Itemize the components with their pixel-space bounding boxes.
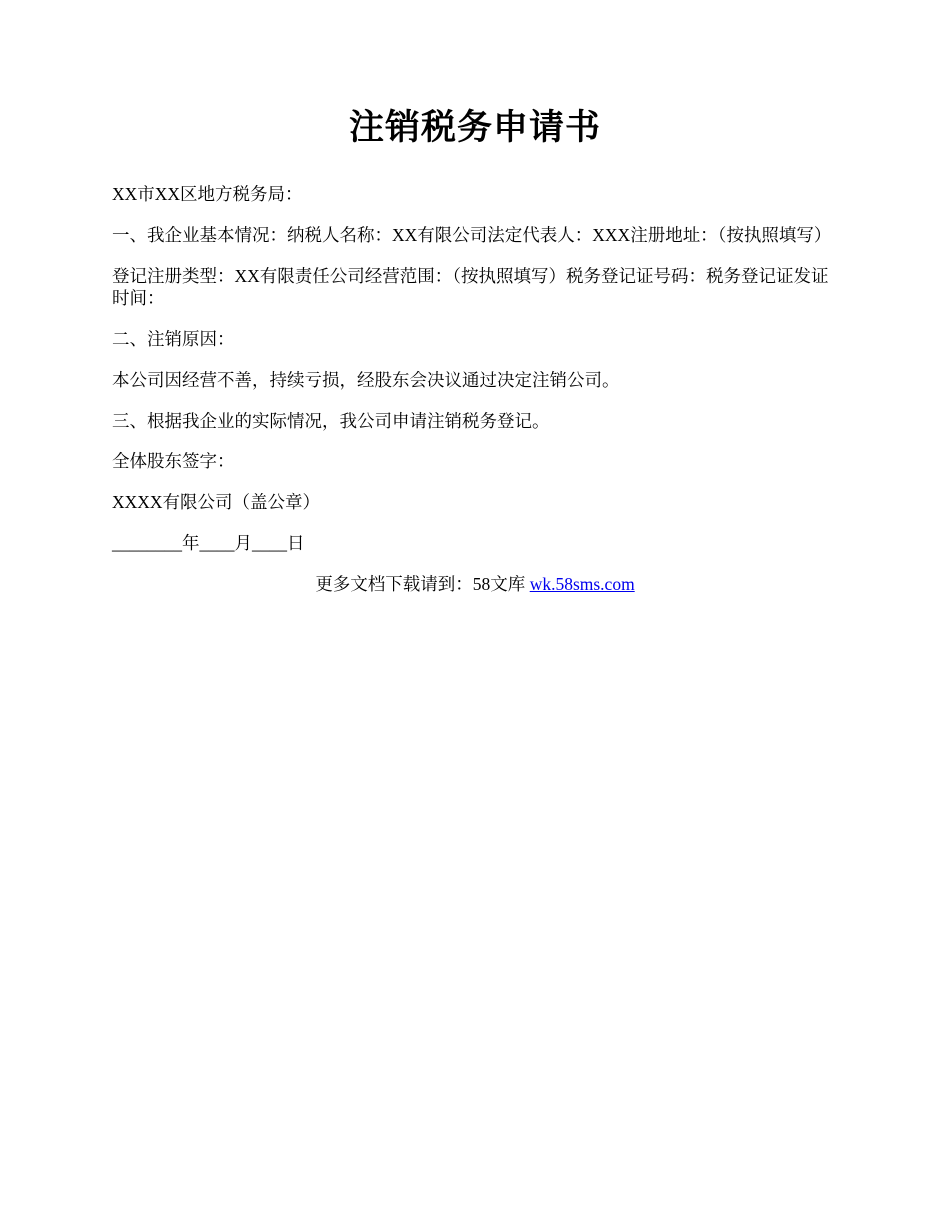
date-line: ________年____月____日 [112, 533, 305, 554]
company-seal-line: XXXX有限公司（盖公章） [112, 492, 321, 513]
application-statement: 三、根据我企业的实际情况，我公司申请注销税务登记。 [112, 410, 550, 431]
document-title: 注销税务申请书 [348, 108, 601, 147]
cancellation-reason-heading: 二、注销原因： [112, 328, 235, 349]
document-page [112, 108, 838, 596]
registration-info-paragraph: 登记注册类型：XX有限责任公司经营范围：（按执照填写）税务登记证号码：税务登记证发证时间： [112, 266, 829, 308]
footer-text: 更多文档下载请到：58文库 [315, 574, 530, 594]
footer-link[interactable]: wk.58sms.com [529, 574, 635, 594]
download-footer [112, 574, 838, 596]
basic-info-paragraph: 一、我企业基本情况：纳税人名称：XX有限公司法定代表人：XXX注册地址：（按执照填写） [112, 225, 832, 246]
addressee-line: XX市XX区地方税务局： [112, 184, 303, 205]
cancellation-reason-text: 本公司因经营不善，持续亏损，经股东会决议通过决定注销公司。 [112, 369, 620, 390]
shareholder-signature-label: 全体股东签字： [112, 451, 235, 472]
